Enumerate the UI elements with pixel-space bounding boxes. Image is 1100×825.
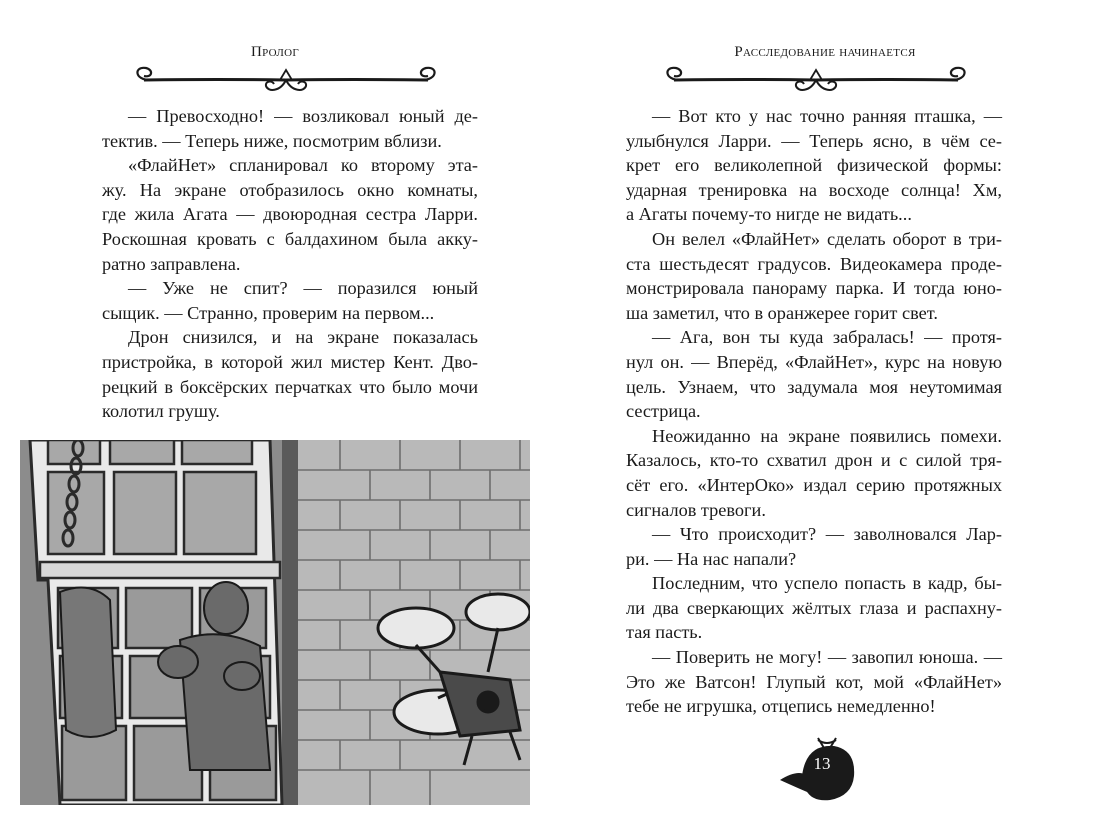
text-line: нул он. — Вперёд, «ФлайНет», курс на новую [626,351,1002,372]
text-line: Он велел «ФлайНет» сделать оборот в три- [652,228,1002,249]
text-line: ста шестьдесят градусов. Видеокамера проде- [626,253,1002,274]
text-line: а Агаты почему-то нигде не видать... [626,204,912,225]
scroll-ornament-icon [130,64,442,96]
text-line: ли два сверкающих жёлтых глаза и распахну- [626,597,1002,618]
text-line: тебе не игрушка, отцепись немедленно! [626,696,936,717]
text-line: Роскошная кровать с балдахином была акку- [102,228,478,249]
text-line: ша заметил, что в оранжерее горит свет. [626,302,938,323]
text-line: пристройка, в которой жил мистер Кент. Дво- [102,351,478,372]
text-line: Последним, что успело попасть в кадр, бы- [652,573,1002,594]
running-head-right: Расследование начинается [734,44,916,60]
text-line: Неожиданно на экране появились помехи. [652,425,1002,446]
text-line: тая пасть. [626,622,703,643]
text-line: — Вот кто у нас точно ранняя пташка, — [652,106,1002,126]
running-head-left: Пролог [250,44,300,60]
text-line: улыбнулся Ларри. — Теперь ясно, в чём се- [626,130,1002,151]
scroll-ornament-icon [660,64,972,96]
text-line: рецкий в боксёрских перчатках что было мочи [102,376,478,397]
text-line: Это же Ватсон! Глупый кот, мой «ФлайНет» [626,671,1002,692]
text-line: — Что происходит? — заволновался Лар- [652,524,1002,545]
text-line: крет его великолепной физической формы: [626,155,1002,176]
text-line: — Ага, вон ты куда забралась! — протя- [652,327,1002,348]
right-body-text [626,104,1002,719]
text-line: жу. На экране отобразилось окно комнаты, [102,179,478,200]
page-number: 13 [813,754,831,773]
left-body-text [102,104,478,424]
text-line: тектив. — Теперь ниже, посмотрим вблизи. [102,130,442,151]
text-line: колотил грушу. [102,401,220,422]
text-line: где жила Агата — двоюродная сестра Ларри. [102,204,478,225]
text-line: ри. — На нас напали? [626,548,797,569]
drone-window-illustration [20,440,530,805]
text-line: ударная тренировка на восходе солнца! Хм, [626,179,1002,200]
text-line: Дрон снизился, и на экране показалась [128,327,478,348]
text-line: монстрировала панораму парка. И тогда юно- [626,278,1002,299]
text-line: сыщик. — Странно, проверим на первом... [102,302,435,323]
text-line: ратно заправлена. [102,253,241,274]
right-page [550,0,1100,825]
text-line: — Уже не спит? — поразился юный [128,278,478,299]
text-line: — Превосходно! — возликовал юный де- [128,106,478,126]
text-line: сигналов тревоги. [626,499,766,520]
text-line: «ФлайНет» спланировал ко второму эта- [128,155,478,176]
text-line: сестрица. [626,401,701,422]
text-line: цель. Узнаем, что задумала моя неутомимая [626,376,1002,397]
text-line: — Поверить не могу! — завопил юноша. — [652,647,1002,668]
text-line: сёт его. «ИнтерОко» издал серию протяжных [626,474,1002,495]
text-line: Казалось, кто-то схватил дрон и с силой тря- [626,450,1002,471]
